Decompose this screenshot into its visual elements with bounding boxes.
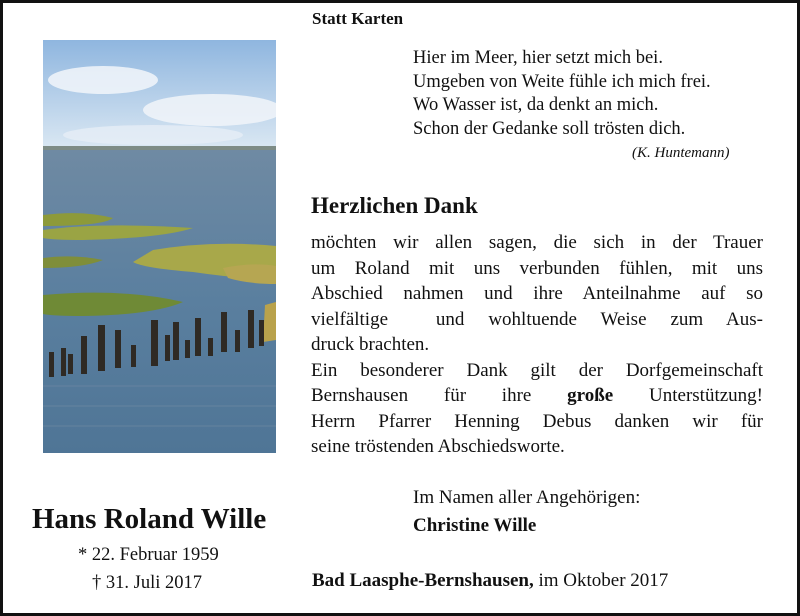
body-line: vielfältige und wohltuende Weise zum Aus-	[311, 308, 763, 330]
support-before: Bernshausen für ihre	[311, 385, 568, 406]
support-after: Unterstützung!	[613, 385, 763, 406]
poem-author: (K. Huntemann)	[632, 145, 730, 161]
body-line: Ein besonderer Dank gilt der Dorfgemeinschaft	[311, 359, 763, 381]
deceased-name: Hans Roland Wille	[32, 503, 267, 535]
poem-line: Wo Wasser ist, da denkt an mich.	[413, 95, 659, 115]
thanks-title: Herzlichen Dank	[311, 193, 478, 218]
place-date-text: im Oktober 2017	[533, 570, 669, 591]
support-line	[311, 383, 763, 409]
death-date: † 31. Juli 2017	[92, 573, 202, 593]
support-bold: große	[567, 385, 614, 406]
poem-line: Schon der Gedanke soll trösten dich.	[413, 118, 686, 139]
thanks-body	[311, 230, 763, 460]
poem	[413, 47, 711, 141]
body-line: druck brachten.	[311, 334, 430, 355]
body-line: um Roland mit uns verbunden fühlen, mit uns	[311, 257, 763, 279]
signoff: Im Namen aller Angehörigen:	[413, 487, 641, 508]
body-line: seine tröstenden Abschiedsworte.	[311, 436, 565, 457]
body-line: Abschied nahmen und ihre Anteilnahme auf so	[311, 283, 763, 304]
poem-line: Hier im Meer, hier setzt mich bei.	[413, 48, 663, 68]
body-line: möchten wir allen sagen, die sich in der Trauer	[311, 232, 763, 253]
header-statt-karten: Statt Karten	[312, 9, 404, 28]
signer-name: Christine Wille	[413, 515, 537, 536]
sea-photo	[43, 40, 276, 453]
body-line: Herrn Pfarrer Henning Debus danken wir für	[311, 410, 763, 432]
poem-line: Umgeben von Weite fühle ich mich frei.	[413, 71, 711, 92]
place-location: Bad Laasphe-Bernshausen,	[312, 570, 534, 591]
place-date	[312, 570, 668, 592]
birth-date: * 22. Februar 1959	[78, 545, 219, 565]
